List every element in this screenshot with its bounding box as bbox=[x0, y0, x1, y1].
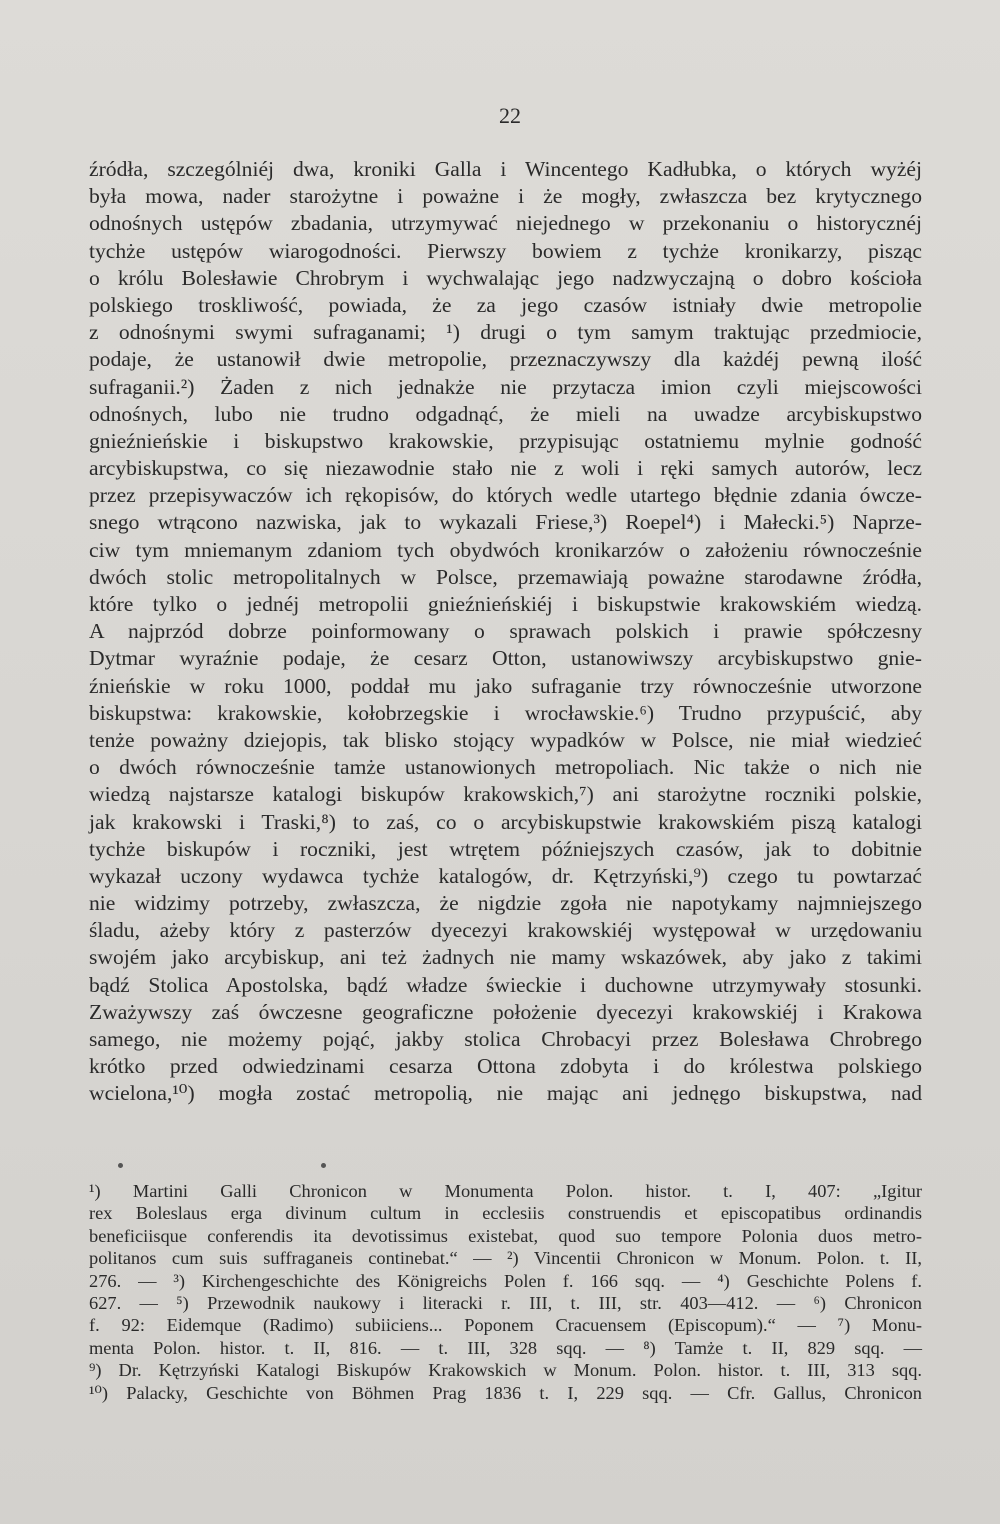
footnote-line: ¹⁰) Palacky, Geschichte von Böhmen Prag 1836 t. I, 229 sqq. — Cfr. Gallus, Chronicon bbox=[89, 1382, 922, 1403]
text-line: wykazał uczony wydawca tychże katalogów, dr. Kętrzyński,⁹) czego tu powtarzać bbox=[89, 863, 922, 888]
text-line: które tylko o jednéj metropolii gnieźnieńskiéj i biskupstwie krakowskiém wiedzą. bbox=[89, 592, 922, 616]
text-line: odnośnych, lubo nie trudno odgadnąć, że mieli na uwadze arcybiskupstwo bbox=[89, 401, 922, 426]
footnote-line: 627. — ⁵) Przewodnik naukowy i literacki r. III, t. III, str. 403—412. — ⁶) Chronicon bbox=[89, 1292, 922, 1313]
print-speck bbox=[118, 1163, 123, 1168]
footnote-line: beneficiisque conferendis ita devotissimus existebat, quod suo tempore Polonia duos metro- bbox=[89, 1225, 922, 1246]
text-line: nie widzimy potrzeby, zwłaszcza, że nigdzie zgoła nie napotykamy najmniejszego bbox=[89, 891, 922, 916]
text-line: o dwóch równocześnie tamże ustanowionych metropoliach. Nic także o nich nie bbox=[89, 755, 922, 780]
text-line: bądź Stolica Apostolska, bądź władze świeckie i duchowne utrzymywały stosunki. bbox=[89, 972, 922, 997]
print-speck bbox=[321, 1163, 326, 1168]
text-line: tychże ustępów wiarogodności. Pierwszy bowiem z tychże kronikarzy, pisząc bbox=[89, 238, 922, 263]
text-line: wiedzą najstarsze katalogi biskupów krakowskich,⁷) ani starożytne roczniki polskie, bbox=[89, 782, 922, 807]
text-line: była mowa, nader starożytne i poważne i że mogły, zwłaszcza bez krytycznego bbox=[89, 184, 922, 209]
text-line: snego wtrącono nazwiska, jak to wykazali Friese,³) Roepel⁴) i Małecki.⁵) Naprze- bbox=[89, 510, 922, 535]
text-line: przez przepisywaczów ich rękopisów, do których wedle utartego błędnie zdania ówcze- bbox=[89, 483, 922, 508]
text-line: polskiego troskliwość, powiada, że za jego czasów istniały dwie metropolie bbox=[89, 292, 922, 317]
text-line: z odnośnymi swymi sufraganami; ¹) drugi o tym samym traktując przedmiocie, bbox=[89, 320, 922, 345]
text-line: wcielona,¹⁰) mogła zostać metropolią, nie mając ani jednęgo biskupstwa, nad bbox=[89, 1081, 922, 1106]
text-line: odnośnych ustępów zbadania, utrzymywać niejednego w przekonaniu o historycznéj bbox=[89, 211, 922, 236]
text-line: gnieźnieńskie i biskupstwo krakowskie, przypisując ostatniemu mylnie godność bbox=[89, 428, 922, 453]
text-line: źródła, szczególniéj dwa, kroniki Galla i Wincentego Kadłubka, o których wyżéj bbox=[89, 157, 922, 181]
text-line: jak krakowski i Traski,⁸) to zaś, co o arcybiskupstwie krakowskiém piszą katalogi bbox=[89, 809, 922, 834]
footnote-line: rex Boleslaus erga divinum cultum in ecclesiis construendis et episcopatibus ordinandis bbox=[89, 1203, 922, 1224]
text-line: podaje, że ustanowił dwie metropolie, przeznaczywszy dla każdéj pewną ilość bbox=[89, 347, 922, 372]
footnote-line: menta Polon. histor. t. II, 816. — t. III, 328 sqq. — ⁸) Tamże t. II, 829 sqq. — bbox=[89, 1337, 922, 1358]
text-line: Zważywszy zaś ówczesne geograficzne położenie dyecezyi krakowskiéj i Krakowa bbox=[89, 999, 922, 1024]
footnote-line: 276. — ³) Kirchengeschichte des Königreichs Polen f. 166 sqq. — ⁴) Geschichte Polens f. bbox=[89, 1270, 922, 1291]
text-line: samego, nie możemy pojąć, jakby stolica Chrobacyi przez Bolesława Chrobrego bbox=[89, 1027, 922, 1051]
text-line: ciw tym mniemanym zdaniom tych obydwóch kronikarzów o założeniu równocześnie bbox=[89, 537, 922, 562]
text-line: krótko przed odwiedzinami cesarza Ottona zdobyta i do królestwa polskiego bbox=[89, 1054, 922, 1079]
text-line: arcybiskupstwa, co się niezawodnie stało nie z woli i ręki samych autorów, lecz bbox=[89, 456, 922, 481]
text-line: dwóch stolic metropolitalnych w Polsce, przemawiają poważne starodawne źródła, bbox=[89, 564, 922, 589]
page-number: 22 bbox=[499, 103, 521, 128]
text-line: tenże poważny dziejopis, tak blisko stojący wypadków w Polsce, nie miał wiedzieć bbox=[89, 727, 922, 752]
footnote-line: ¹) Martini Galli Chronicon w Monumenta Polon. histor. t. I, 407: „Igitur bbox=[89, 1181, 922, 1201]
main-text bbox=[89, 156, 922, 1108]
text-line: o królu Bolesławie Chrobrym i wychwalając jego nadzwyczajną o dobro kościoła bbox=[89, 265, 922, 290]
text-line: A najprzód dobrze poinformowany o sprawach polskich i prawie spółczesny bbox=[89, 619, 922, 644]
text-line: tychże biskupów i roczniki, jest wtrętem późniejszych czasów, jak to dobitnie bbox=[89, 836, 922, 861]
footnote-line: f. 92: Eidemque (Radimo) subiiciens... Poponem Cracuensem (Episcopum).“ — ⁷) Monu- bbox=[89, 1315, 922, 1336]
footnote-line: politanos cum suis suffraganeis continebat.“ — ²) Vincentii Chronicon w Monum. Polon. t. II, bbox=[89, 1248, 922, 1269]
text-line: sufraganii.²) Żaden z nich jednakże nie przytacza imion czyli miejscowości bbox=[89, 374, 922, 399]
footnote-line: ⁹) Dr. Kętrzyński Katalogi Biskupów Krakowskich w Monum. Polon. histor. t. III, 313 sqq. bbox=[89, 1360, 922, 1381]
text-line: biskupstwa: krakowskie, kołobrzegskie i wrocławskie.⁶) Trudno przypuścić, aby bbox=[89, 700, 922, 725]
text-line: źnieńskie w roku 1000, poddał mu jako sufraganie trzy równocześnie utworzone bbox=[89, 673, 922, 698]
text-line: Dytmar wyraźnie podaje, że cesarz Otton, ustanowiwszy arcybiskupstwo gnie- bbox=[89, 646, 922, 671]
text-line: śladu, ażeby który z pasterzów dyecezyi krakowskiéj występował w urzędowaniu bbox=[89, 918, 922, 943]
footnotes bbox=[89, 1180, 922, 1404]
text-line: swojém jako arcybiskup, ani też żadnych nie mamy wskazówek, aby jako z takimi bbox=[89, 945, 922, 970]
